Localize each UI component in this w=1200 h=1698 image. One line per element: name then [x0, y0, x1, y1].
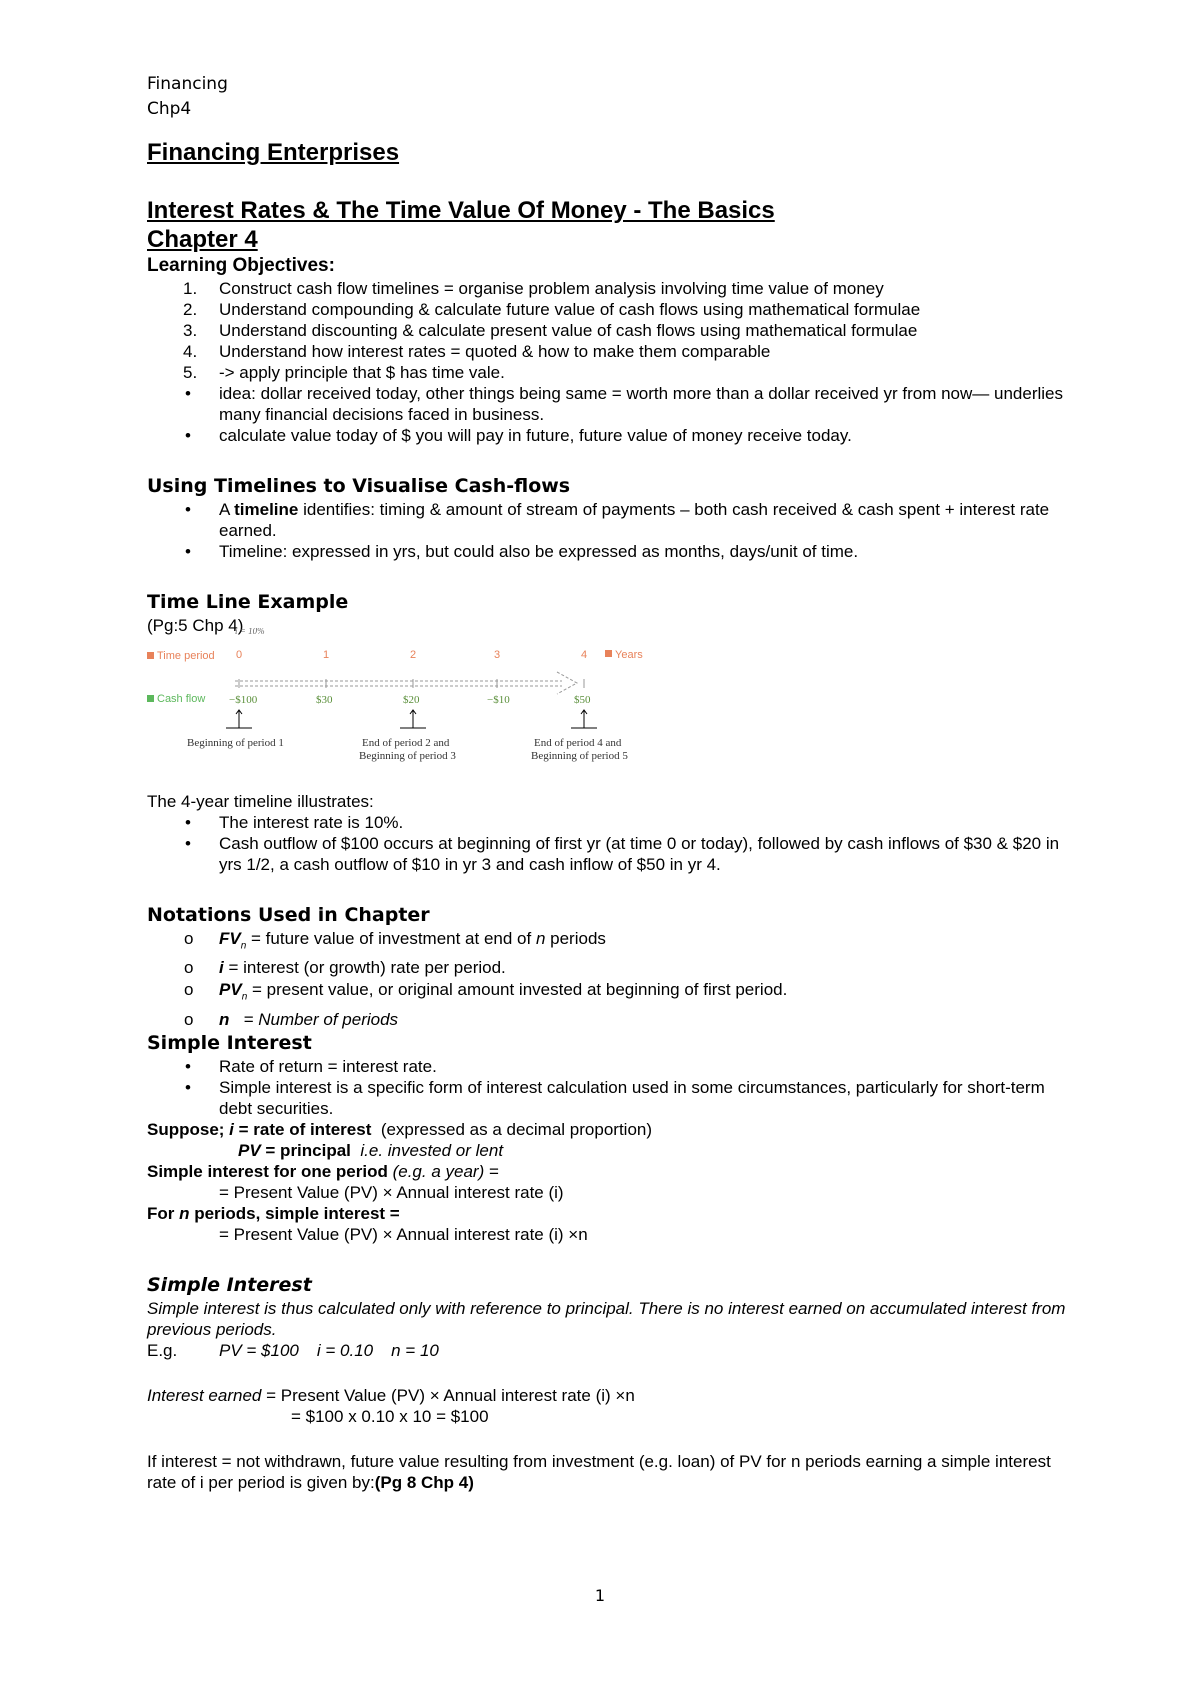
note-end-period-2-b: Beginning of period 3 — [359, 750, 456, 762]
interest-earned-calc: = $100 x 0.10 x 10 = $100 — [291, 1406, 489, 1426]
simple-interest-desc: Simple interest is thus calculated only with reference to principal. There is no interest earned on accumulated interest from previous periods. — [147, 1298, 1066, 1339]
learning-bullets — [147, 383, 1077, 446]
header-line-2: Chp4 — [147, 99, 192, 119]
cash-flow-label: Cash flow — [157, 693, 206, 705]
objective-item: 1. Construct cash flow timelines = organise problem analysis involving time value of money — [183, 279, 884, 298]
timeline-svg — [147, 628, 707, 783]
page-content — [147, 72, 1077, 1493]
note-begin-period-1: Beginning of period 1 — [187, 737, 284, 749]
years-label: Years — [615, 649, 643, 661]
notation-item: o $PV_n$ = present value, or original amount invested at beginning of first period. — [147, 979, 1077, 1008]
notation-item: o n = Number of periods — [147, 1009, 1077, 1031]
period-tick-label: 1 — [323, 649, 330, 661]
bullet-item: • Timeline: expressed in yrs, but could also be expressed as months, days/unit of time. — [147, 541, 1077, 562]
bullet-item: • Simple interest is a specific form of interest calculation used in some circumstances, particularly for short-term debt securities. — [147, 1077, 1077, 1119]
note-end-period-4-a: End of period 4 and — [534, 737, 622, 749]
learning-objectives-heading: Learning Objectives: — [147, 255, 335, 276]
formula-n-periods: = Present Value (PV) × Annual interest rate (i) ×n — [219, 1224, 588, 1244]
bullet-item: • Cash outflow of $100 occurs at beginning of first yr (at time 0 or today), followed by cash inflows of $30 & $20 in yrs 1/2, a cash outflow of $10 in yr 3 and cash inflow of $50 in yr 4. — [147, 833, 1077, 875]
cash-legend-swatch — [147, 695, 154, 702]
simple-interest-heading: Simple Interest — [147, 1031, 312, 1054]
period-tick-label: 4 — [581, 649, 588, 661]
future-value-intro: If interest = not withdrawn, future value resulting from investment (e.g. loan) of PV for n periods earning a simple interest rate of i per period is given by:(Pg 8 Chp 4) — [147, 1451, 1051, 1492]
n-periods-line: For n periods, simple interest = — [147, 1203, 400, 1223]
example-reference: (Pg:5 Chp 4) — [147, 616, 244, 635]
notation-item: o i = interest (or growth) rate per period. — [147, 957, 1077, 979]
timeline-ticks — [229, 649, 591, 706]
objective-item: 3. Understand discounting & calculate present value of cash flows using mathematical formulae — [183, 321, 918, 340]
objective-item: 5. -> apply principle that $ has time vale. — [183, 363, 505, 382]
timeline-arrowhead — [557, 672, 577, 694]
cash-flow-value: −$100 — [229, 694, 258, 706]
objective-item: 4. Understand how interest rates = quoted & how to make them comparable — [183, 342, 771, 361]
time-period-label: Time period — [157, 650, 215, 662]
rate-label: i = 10% — [235, 628, 265, 636]
chapter-heading: Chapter 4 — [147, 226, 258, 253]
cash-flow-value: $20 — [403, 694, 420, 706]
document-subtitle: Interest Rates & The Time Value Of Money - The Basics — [147, 197, 775, 224]
objective-item: 2. Understand compounding & calculate future value of cash flows using mathematical formulae — [183, 300, 921, 319]
years-legend-swatch — [605, 650, 612, 657]
bullet-item: • Rate of return = interest rate. — [147, 1056, 1077, 1077]
suppose-line: Suppose; i = rate of interest (expressed as a decimal proportion) — [147, 1119, 653, 1139]
notations-heading: Notations Used in Chapter — [147, 904, 430, 926]
cash-flow-value: $50 — [574, 694, 591, 706]
simple-interest-bullets — [147, 1056, 1077, 1119]
bullet-item: • calculate value today of $ you will pay in future, future value of money receive today. — [147, 425, 1077, 446]
notations-list — [147, 928, 1077, 1031]
document-title: Financing Enterprises — [147, 139, 400, 166]
example-values-line: E.g. PV = $100 i = 0.10 n = 10 — [147, 1340, 439, 1360]
note-end-period-2-a: End of period 2 and — [362, 737, 450, 749]
header-line-1: Financing — [147, 74, 228, 94]
cash-flow-value: −$10 — [487, 694, 510, 706]
notation-item: o $FV_n$ = future value of investment at end of n periods — [147, 928, 1077, 957]
formula-one-period: = Present Value (PV) × Annual interest rate (i) — [219, 1182, 564, 1202]
principal-line: PV = principal i.e. invested or lent — [238, 1140, 504, 1160]
example-bullets — [147, 812, 1077, 875]
timelines-bullets — [147, 499, 1077, 562]
bullet-item: • idea: dollar received today, other things being same = worth more than a dollar received yr from now— underlies many financial decisions faced in business. — [147, 383, 1077, 425]
learning-objectives-list — [147, 278, 1077, 383]
one-period-line: Simple interest for one period (e.g. a year) = — [147, 1161, 499, 1181]
period-tick-label: 0 — [236, 649, 243, 661]
page-number: 1 — [594, 1586, 606, 1605]
bullet-item: • A timeline identifies: timing & amount of stream of payments – both cash received & cash spent + interest rate earned. — [147, 499, 1077, 541]
timeline-figure — [147, 628, 707, 791]
simple-interest-heading-2: Simple Interest — [147, 1273, 312, 1296]
period-tick-label: 3 — [494, 649, 501, 661]
illustrates-intro: The 4-year timeline illustrates: — [147, 792, 374, 811]
interest-earned-line: Interest earned = Present Value (PV) × Annual interest rate (i) ×n — [147, 1385, 635, 1405]
cash-flow-value: $30 — [316, 694, 333, 706]
example-heading: Time Line Example — [147, 591, 349, 613]
timelines-heading: Using Timelines to Visualise Cash-flows — [147, 475, 571, 497]
period-tick-label: 2 — [410, 649, 417, 661]
bullet-item: • The interest rate is 10%. — [147, 812, 1077, 833]
time-legend-swatch — [147, 652, 154, 659]
note-end-period-4-b: Beginning of period 5 — [531, 750, 628, 762]
